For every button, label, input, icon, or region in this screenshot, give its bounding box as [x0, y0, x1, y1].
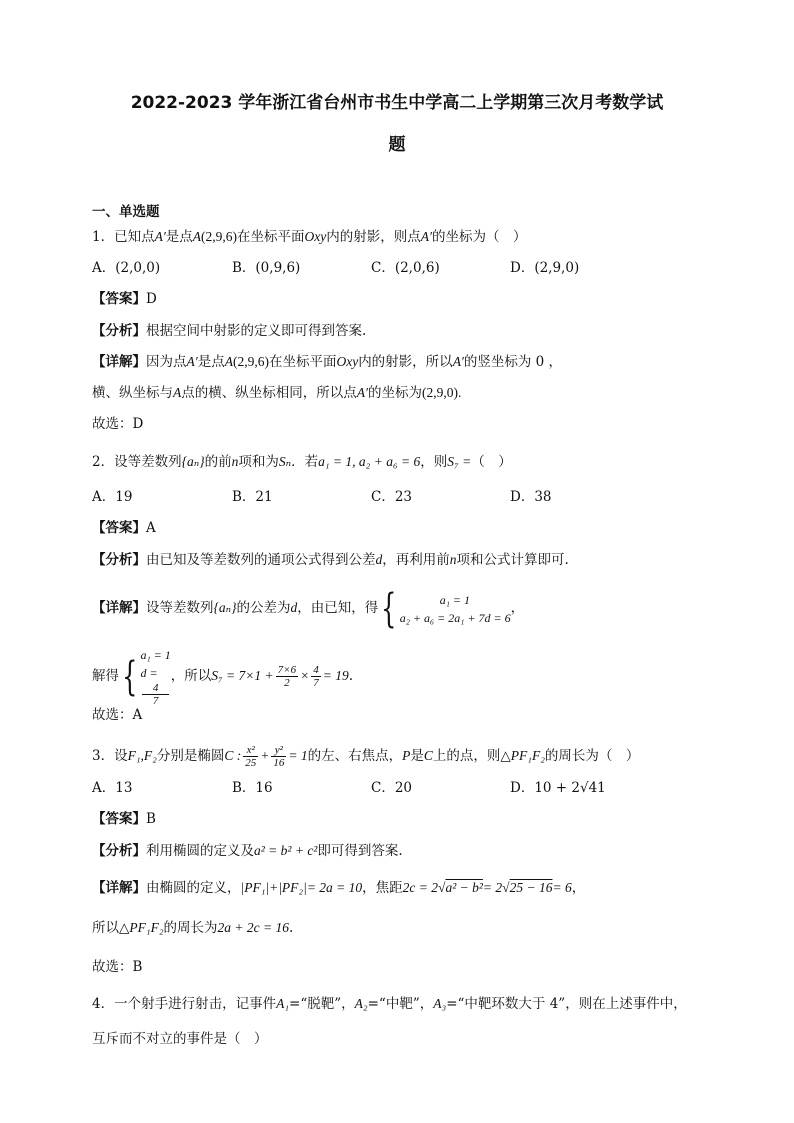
q3-option-b: B．16	[232, 780, 273, 796]
fraction: $\frac{7\times 6}{2}$	[277, 664, 297, 689]
left-brace: {	[381, 585, 397, 632]
q2-analysis: 【分析】由已知及等差数列的通项公式得到公差d，再利用前n项和公式计算即可.	[92, 552, 569, 568]
q3-option-d: D．10 + 2√41	[510, 780, 606, 796]
q1-analysis: 【分析】根据空间中射影的定义即可得到答案.	[92, 323, 367, 339]
q2-detail: 【详解】设等差数列{aₙ}的公差为d，由已知，得{ a₁ = 1 a₂ + a₆ = 2a₁ + 7d = 6 ，	[92, 585, 525, 632]
page-title-continued: 题	[388, 135, 406, 155]
q4-stem: 4．一个射手进行射击，记事件A₁=“脱靶”，A₂=“中靶”，A₃=“中靶环数大于 4”，则在上述事件中，	[92, 996, 687, 1012]
q2-option-d: D．38	[510, 489, 552, 505]
q2-solution: 解得{ a₁ = 1 d = 4 7 ，所以S₇ = 7×1 + $\frac{7\times 6}{2}$ × $\frac{4}{7}$ = 19.	[92, 648, 353, 707]
q3-choice: 故选：B	[92, 959, 143, 975]
q1-stem: 1．已知点A′是点A(2,9,6)在坐标平面Oxy内的射影，则点A′的坐标为（ ）	[92, 229, 527, 245]
q1-option-c: C．(2,0,6)	[371, 260, 440, 276]
equation-system: a₁ = 1 a₂ + a₆ = 2a₁ + 7d = 6	[399, 592, 511, 625]
q1-choice: 故选：D	[92, 416, 144, 432]
fraction: $\frac{\text{y²}}{16}$	[273, 744, 285, 769]
q3-conclusion: 所以△PF₁F₂的周长为2a + 2c = 16.	[92, 920, 294, 936]
q3-detail: 【详解】由椭圆的定义，|PF₁|+|PF₂|= 2a = 10，焦距2c = 2√a² − b²= 2√25 − 16= 6，	[92, 880, 586, 896]
q3-analysis: 【分析】利用椭圆的定义及a² = b² + c²即可得到答案.	[92, 843, 403, 859]
fraction: 4 7	[142, 682, 168, 707]
fraction: $\frac{4}{7}$	[313, 664, 319, 689]
page-title: 2022-2023 学年浙江省台州市书生中学高二上学期第三次月考数学试	[130, 93, 664, 113]
q3-option-c: C．20	[371, 780, 413, 796]
q4-stem-continued: 互斥而不对立的事件是（ ）	[92, 1031, 268, 1047]
q1-option-a: A．(2,0,0)	[92, 260, 161, 276]
q2-option-a: A．19	[92, 489, 133, 505]
q1-detail: 【详解】因为点A′是点A(2,9,6)在坐标平面Oxy内的射影，所以A′的竖坐标为 0 ，	[92, 354, 563, 370]
q2-answer: 【答案】A	[92, 520, 156, 536]
section-heading: 一、单选题	[92, 204, 160, 220]
q2-option-c: C．23	[371, 489, 413, 505]
solution-system: a₁ = 1 d = 4 7	[140, 648, 171, 707]
q2-option-b: B．21	[232, 489, 273, 505]
q1-option-b: B．(0,9,6)	[232, 260, 301, 276]
q1-answer: 【答案】D	[92, 291, 157, 307]
q1-detail-continued: 横、纵坐标与A点的横、纵坐标相同，所以点A′的坐标为(2,9,0).	[92, 385, 462, 401]
q1-option-d: D．(2,9,0)	[510, 260, 580, 276]
q2-choice: 故选：A	[92, 707, 143, 723]
q3-option-a: A．13	[92, 780, 133, 796]
q3-answer: 【答案】B	[92, 811, 156, 827]
q2-stem: 2．设等差数列{aₙ}的前n项和为Sₙ．若a₁ = 1, a₂ + a₆ = 6，则S₇ =（ ）	[92, 454, 512, 470]
left-brace: {	[122, 653, 138, 700]
q3-stem: 3．设F₁,F₂分别是椭圆C : $\frac{\text{x²}}{25}$ + $\frac{\text{y²}}{16}$ = 1的左、右焦点，P是C上的点，则△PF₁F₂的周长为（ ）	[92, 744, 640, 769]
fraction: $\frac{\text{x²}}{25}$	[245, 744, 257, 769]
